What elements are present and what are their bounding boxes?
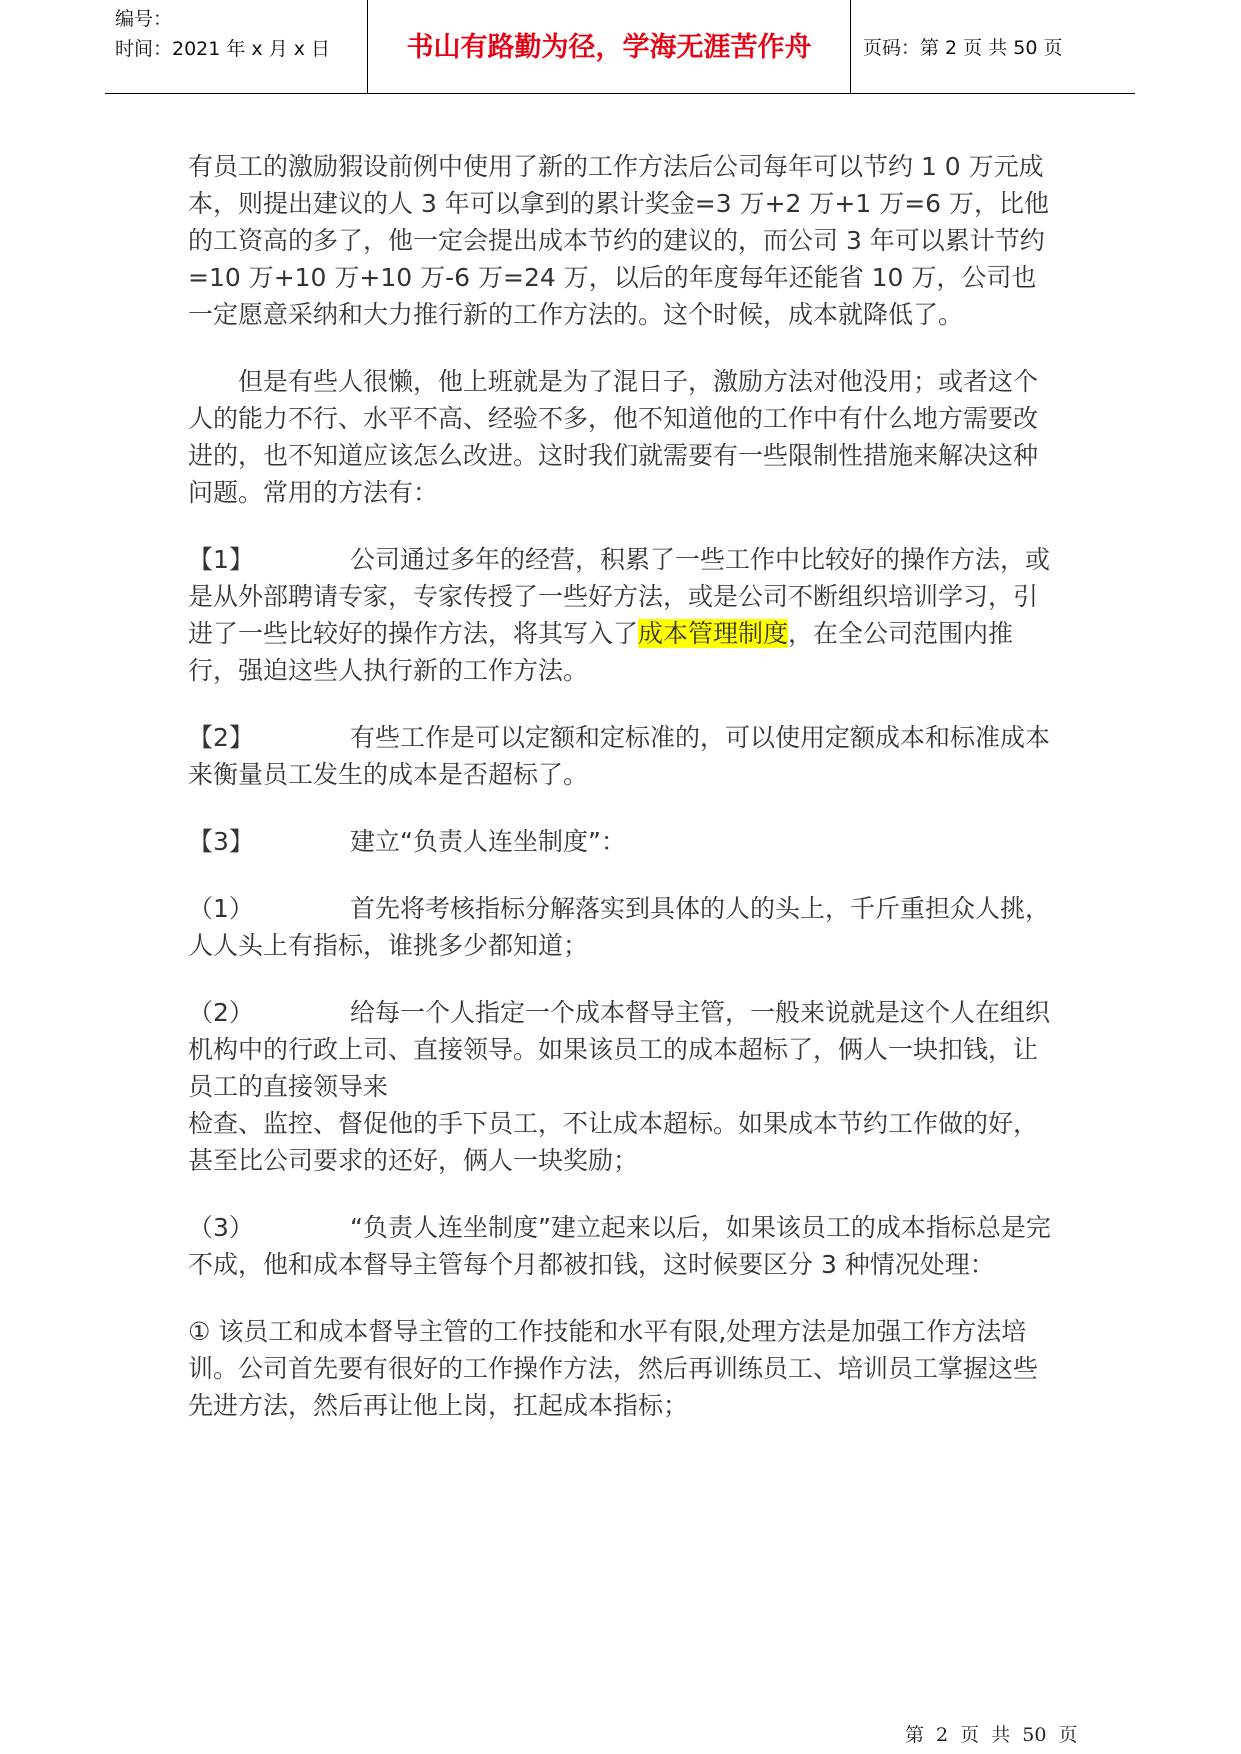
list-item [188, 1209, 1060, 1283]
list-item [188, 823, 1060, 860]
list-item [188, 541, 1060, 689]
list-item-text: 有些工作是可以定额和定标准的，可以使用定额成本和标准成本来衡量员工发生的成本是否超标了。 [188, 723, 1051, 789]
header-meta [115, 4, 375, 64]
serial-number-label: 编号： [115, 8, 173, 30]
list-item-label: （2） [188, 998, 254, 1027]
page-header [105, 0, 1135, 94]
paragraph: ① 该员工和成本督导主管的工作技能和水平有限,处理方法是加强工作方法培训。公司首先要有很好的工作操作方法，然后再训练员工、培训员工掌握这些先进方法，然后再让他上岗，扛起成本指标； [188, 1317, 1039, 1420]
list-item-text: “负责人连坐制度”建立起来以后，如果该员工的成本指标总是完不成，他和成本督导主管每个月都被扣钱，这时候要区分 3 种情况处理： [188, 1213, 1051, 1279]
header-divider [850, 0, 851, 93]
list-item-text: 公司通过多年的经营，积累了一些工作中比较好的操作方法，或是从外部聘请专家，专家传授了一些好方法，或是公司不断组织培训学习，引进了一些比较好的操作方法，将其写入了 [188, 545, 1051, 648]
list-item [188, 890, 1060, 964]
list-item [188, 719, 1060, 793]
header-page-info: 页码：第 2 页 共 50 页 [863, 37, 1063, 59]
paragraph: 有员工的激励猳设前例中使用了新的工作方法后公司每年可以节约 1 0 万元成本，则提出建议的人 3 年可以拿到的累计奖金=3 万+2 万+1 万=6 万，比他的工资高的多了，他一定会提出成本节约的建议的，而公司 3 年可以累计节约=10 万+10 万+10 万-6 万=24 万，以后的年度每年还能省 10 万，公司也一定愿意采纳和大力推行新的工作方法的。这个时候，成本就降低了。 [188, 152, 1050, 329]
list-item-label: 【1】 [188, 545, 254, 574]
list-item-label: 【3】 [188, 827, 254, 856]
document-body [188, 148, 1060, 1454]
header-motto: 书山有路勤为径，学海无涯苦作舟 [406, 32, 812, 63]
highlighted-text: 成本管理制度 [638, 619, 789, 648]
list-item-label: （1） [188, 894, 254, 923]
list-item-text: 首先将考核指标分解落实到具体的人的头上，千斤重担众人挑，人人头上有指标，谁挑多少都知道； [188, 894, 1051, 960]
list-item-label: （3） [188, 1213, 254, 1242]
list-item-text: 检查、监控、督促他的手下员工，不让成本超标。如果成本节约工作做的好，甚至比公司要求的还好，俩人一块奖励； [188, 1109, 1039, 1175]
list-item-label: 【2】 [188, 723, 254, 752]
list-item-text: ，在全公司范围内推行，强迫这些人执行新的工作方法。 [188, 619, 1014, 685]
list-item-text: 建立“负责人连坐制度”： [350, 827, 626, 856]
page-footer: 第 2 页 共 50 页 [905, 1724, 1078, 1746]
date-line: 时间：2021 年 x 月 x 日 [115, 38, 331, 60]
list-item [188, 994, 1060, 1179]
paragraph: 但是有些人很懒，他上班就是为了混日子，激励方法对他没用；或者这个人的能力不行、水平不高、经验不多，他不知道他的工作中有什么地方需要改进的，也不知道应该怎么改进。这时我们就需要有一些限制性措施来解决这种问题。常用的方法有： [188, 367, 1039, 507]
list-item-text: 给每一个人指定一个成本督导主管，一般来说就是这个人在组织机构中的行政上司、直接领导。如果该员工的成本超标了，俩人一块扣钱，让员工的直接领导来 [188, 998, 1051, 1101]
